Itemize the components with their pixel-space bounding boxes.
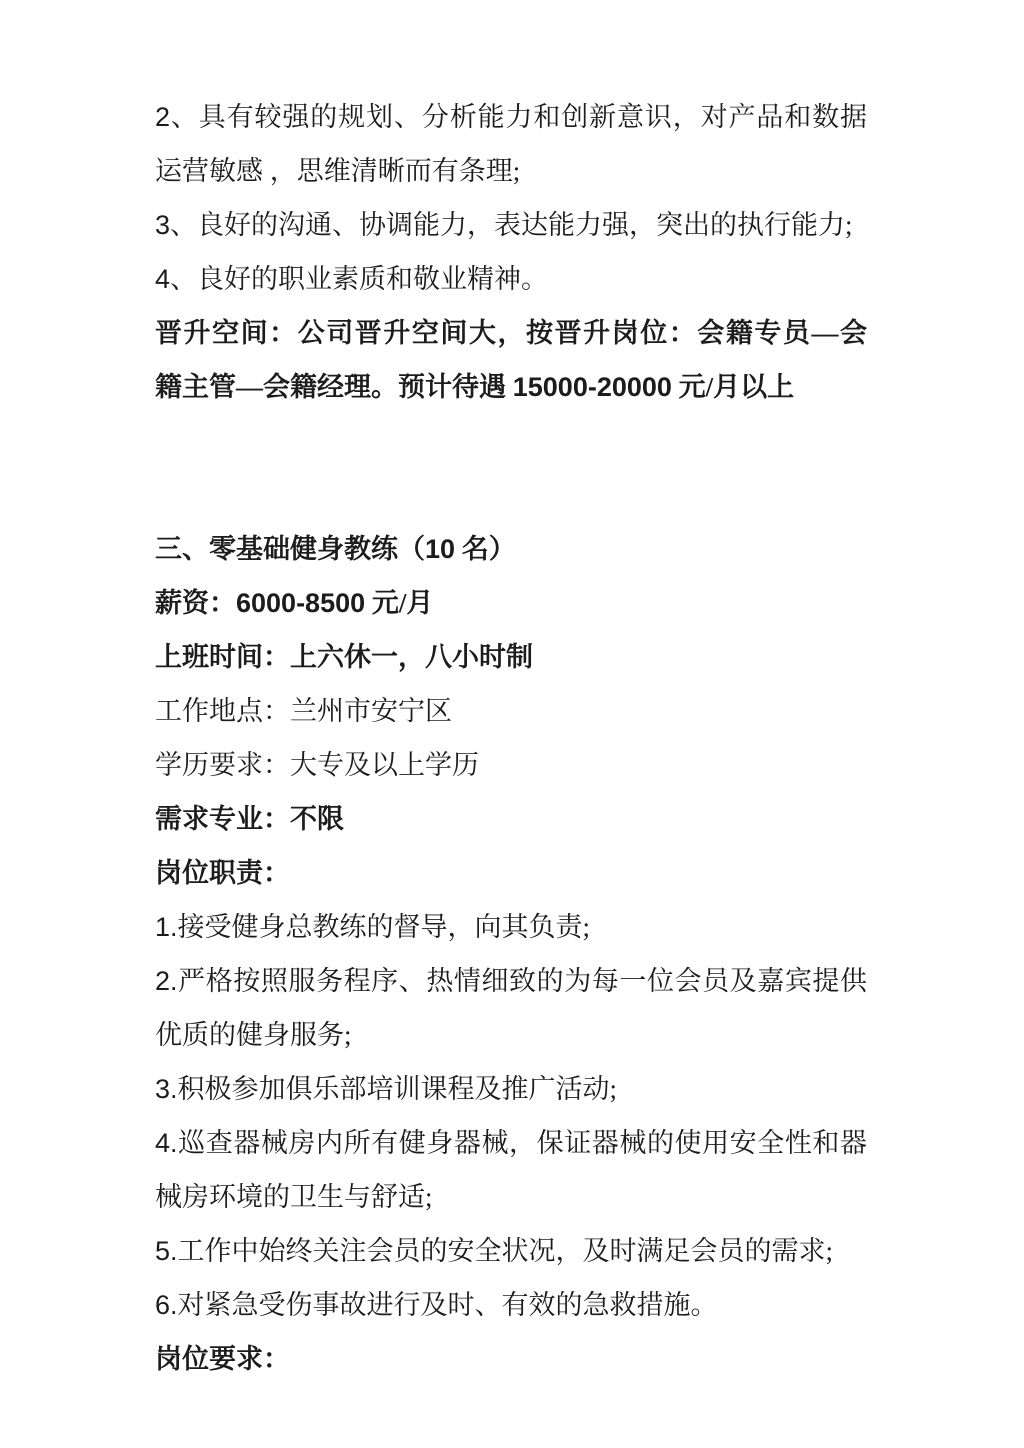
text-line <box>155 792 867 846</box>
cjk-text: 、良好的职业素质和敬业精神。 <box>170 264 549 294</box>
numeric-text: 6. <box>155 1290 178 1320</box>
numeric-text: 2 <box>155 102 171 132</box>
text-line <box>155 306 867 360</box>
text-line <box>155 1332 867 1386</box>
cjk-text: 接受健身总教练的督导，向其负责; <box>177 912 591 942</box>
text-line <box>155 1278 867 1332</box>
numeric-text: 4. <box>155 1128 178 1158</box>
numeric-text: 5. <box>155 1236 178 1266</box>
text-line <box>155 846 867 900</box>
cjk-text: 元/月以上 <box>671 372 795 402</box>
cjk-text: 元/月 <box>365 588 434 618</box>
cjk-text: 薪资： <box>155 588 236 618</box>
numeric-text: 2. <box>155 966 178 996</box>
cjk-text: 晋升空间：公司晋升空间大，按晋升岗位：会籍专员—会 <box>155 318 867 348</box>
text-line <box>155 630 867 684</box>
blank-line <box>155 468 867 522</box>
cjk-text: 械房环境的卫生与舒适; <box>155 1182 433 1212</box>
cjk-text: 需求专业：不限 <box>155 804 344 834</box>
cjk-text: 工作中始终关注会员的安全状况，及时满足会员的需求; <box>177 1236 834 1266</box>
blank-line <box>155 414 867 468</box>
cjk-text: 、具有较强的规划、分析能力和创新意识，对产品和数据 <box>170 102 867 132</box>
numeric-text: 3 <box>155 210 171 240</box>
numeric-text: 1. <box>155 912 178 942</box>
text-line <box>155 198 867 252</box>
text-line <box>155 1062 867 1116</box>
numeric-text: 4 <box>155 264 171 294</box>
cjk-text: 上班时间：上六休一，八小时制 <box>155 642 533 672</box>
numeric-text: 15000-20000 <box>512 372 672 402</box>
cjk-text: 运营敏感 ，思维清晰而有条理; <box>155 156 521 186</box>
cjk-text: 优质的健身服务; <box>155 1020 352 1050</box>
cjk-text: 岗位职责： <box>155 858 290 888</box>
cjk-text: 名） <box>455 534 516 564</box>
numeric-text: 6000-8500 <box>236 588 366 618</box>
text-line <box>155 1224 867 1278</box>
text-line <box>155 360 867 414</box>
cjk-text: 岗位要求： <box>155 1344 290 1374</box>
text-line <box>155 522 867 576</box>
cjk-text: 籍主管—会籍经理。预计待遇 <box>155 372 513 402</box>
text-line <box>155 90 867 144</box>
cjk-text: 工作地点：兰州市安宁区 <box>155 696 452 726</box>
text-line <box>155 252 867 306</box>
text-line <box>155 954 867 1008</box>
document-body <box>155 90 867 1386</box>
text-line <box>155 684 867 738</box>
cjk-text: 、良好的沟通、协调能力，表达能力强，突出的执行能力; <box>170 210 853 240</box>
numeric-text: 10 <box>425 534 456 564</box>
cjk-text: 严格按照服务程序、热情细致的为每一位会员及嘉宾提供 <box>177 966 867 996</box>
cjk-text: 三、零基础健身教练（ <box>155 534 425 564</box>
cjk-text: 积极参加俱乐部培训课程及推广活动; <box>177 1074 618 1104</box>
cjk-text: 巡查器械房内所有健身器械，保证器械的使用安全性和器 <box>177 1128 867 1158</box>
cjk-text: 对紧急受伤事故进行及时、有效的急救措施。 <box>177 1290 718 1320</box>
text-line <box>155 576 867 630</box>
text-line <box>155 1170 867 1224</box>
text-line <box>155 1008 867 1062</box>
text-line <box>155 144 867 198</box>
numeric-text: 3. <box>155 1074 178 1104</box>
text-line <box>155 900 867 954</box>
text-line <box>155 738 867 792</box>
text-line <box>155 1116 867 1170</box>
cjk-text: 学历要求：大专及以上学历 <box>155 750 479 780</box>
